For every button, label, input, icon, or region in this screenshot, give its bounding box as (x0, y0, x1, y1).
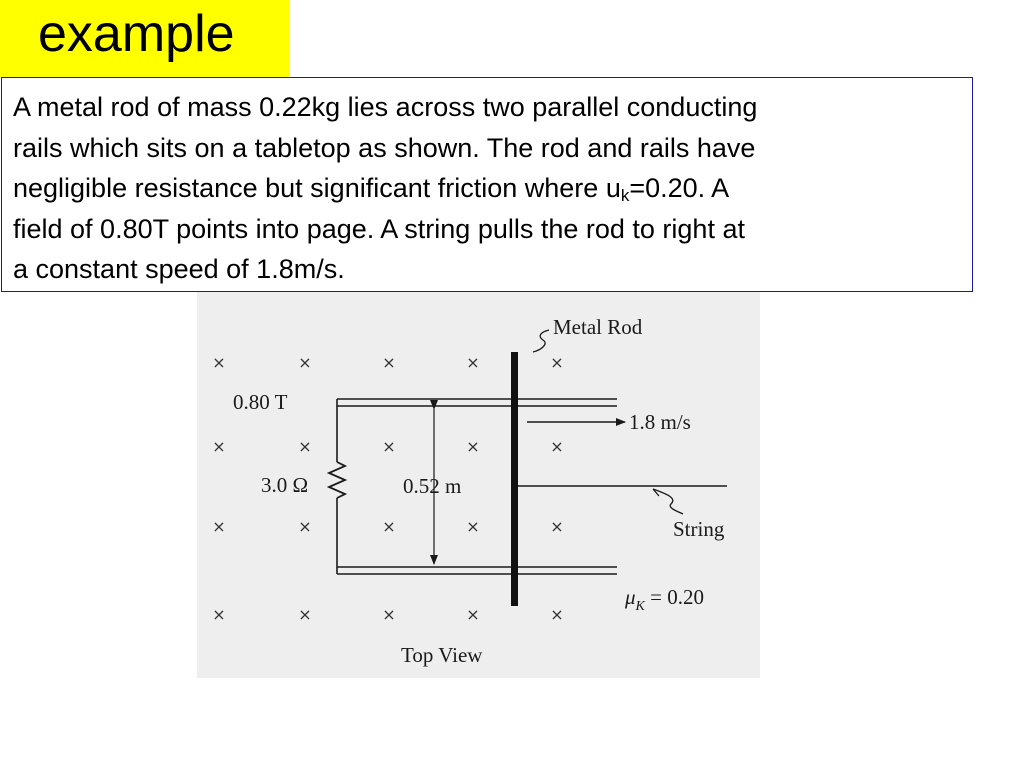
slide-title-text: example (38, 5, 235, 63)
problem-line-3-end: =0.20. A (629, 173, 730, 203)
friction-coefficient-label (624, 585, 704, 614)
field-x-mark: × (298, 517, 312, 536)
problem-statement (1, 77, 973, 292)
metal-rod-label: Metal Rod (553, 315, 643, 339)
top-rail (337, 399, 617, 406)
mu-value: = 0.20 (644, 585, 704, 609)
field-x-mark: × (466, 517, 480, 536)
problem-line-3 (13, 173, 729, 203)
mu-symbol: μ (625, 585, 636, 609)
friction-subscript: k (620, 186, 630, 205)
metal-rod-leader (533, 330, 549, 352)
field-x-mark: × (382, 605, 396, 624)
field-x-mark: × (382, 437, 396, 456)
field-x-mark: × (298, 605, 312, 624)
field-x-mark: × (212, 437, 226, 456)
diagram-svg (197, 292, 760, 678)
problem-line-1: A metal rod of mass 0.22kg lies across two parallel conducting (13, 92, 758, 122)
problem-line-3-start: negligible resistance but significant friction where u (13, 173, 621, 203)
resistor-symbol (329, 462, 345, 498)
problem-line-2: rails which sits on a tabletop as shown. The rod and rails have (13, 132, 756, 163)
field-x-mark: × (466, 437, 480, 456)
separation-label: 0.52 m (403, 474, 462, 498)
field-x-mark: × (298, 353, 312, 372)
field-x-mark: × (298, 437, 312, 456)
view-label: Top View (401, 643, 483, 667)
rod-rails-diagram (197, 292, 760, 678)
field-x-mark: × (550, 605, 564, 624)
resistance-label: 3.0 Ω (261, 473, 309, 497)
field-x-mark: × (550, 517, 564, 536)
field-x-mark: × (382, 353, 396, 372)
metal-rod (511, 352, 518, 606)
field-strength-label: 0.80 T (233, 390, 288, 414)
field-x-mark: × (466, 353, 480, 372)
bottom-rail (337, 567, 617, 574)
field-x-mark: × (466, 605, 480, 624)
field-x-mark: × (550, 437, 564, 456)
string-label: String (673, 517, 725, 541)
field-x-mark: × (212, 605, 226, 624)
problem-line-5: a constant speed of 1.8m/s. (13, 254, 345, 284)
slide-title (0, 0, 290, 78)
field-x-mark: × (212, 353, 226, 372)
resistor-circuit (329, 399, 345, 574)
velocity-label: 1.8 m/s (629, 410, 691, 434)
field-x-mark: × (212, 517, 226, 536)
field-x-mark: × (382, 517, 396, 536)
field-x-mark: × (550, 353, 564, 372)
problem-line-4: field of 0.80T points into page. A string pulls the rod to right at (13, 213, 745, 244)
string-leader (653, 489, 683, 514)
mu-subscript: K (635, 599, 645, 614)
